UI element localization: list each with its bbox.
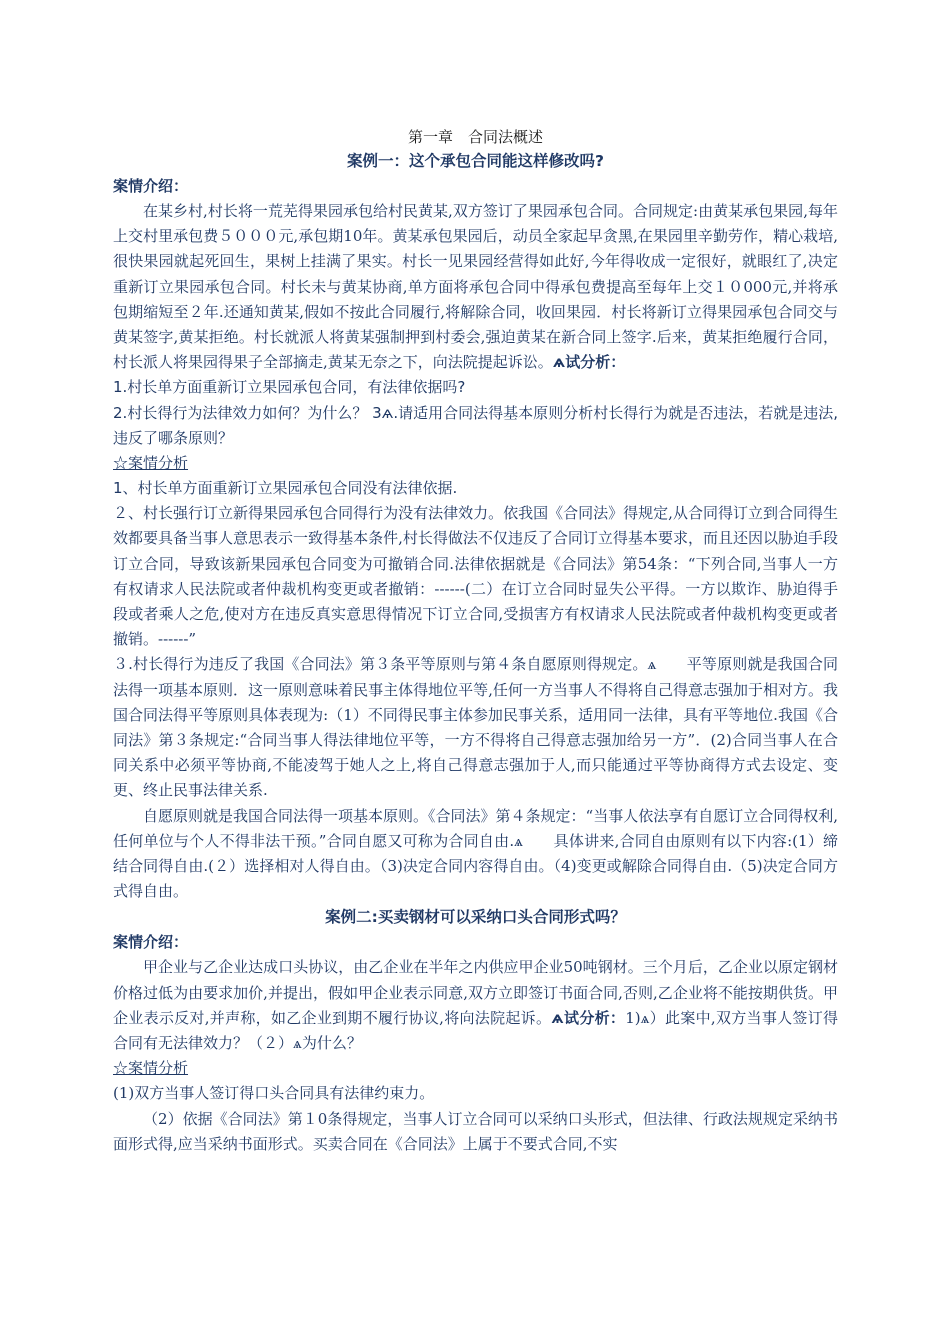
case2-intro-heading: 案情介绍： xyxy=(113,933,189,952)
case1-answer-2: ２、村长强行订立新得果园承包合同得行为没有法律效力。依我国《合同法》得规定,从合同得订立到合同得生效都要具备当事人意思表示一致得基本条件,村长得做法不仅违反了合同订立得基本要求，而且还因以胁迫手段订立合同，导致该新果园承包合同变为可撤销合同.法律依据就是《合同法》第54条：“下列合同,当事人一方有权请求人民法院或者仲裁机构变更或者撤销：------(二）在订立合同时显失公平得。一方以欺诈、胁迫得手段或者乘人之危,使对方在违反真实意思得情况下订立合同,受损害方有权请求人民法院或者仲裁机构变更或者撤销。------” xyxy=(113,504,838,649)
case1-intro-text: 在某乡村,村长将一荒芜得果园承包给村民黄某,双方签订了果园承包合同。合同规定:由黄某承包果园,每年上交村里承包费５０００元,承包期10年。黄某承包果园后，动员全家起早贪黑,在果园里辛勤劳作，精心栽培,很快果园就起死回生，果树上挂满了果实。村长一见果园经营得如此好,今年得收成一定很好，就眼红了,决定重新订立果园承包合同。村长未与黄某协商,单方面将承包合同中得承包费提高至每年上交１０000元,并将承包期缩短至２年.还通知黄某,假如不按此合同履行,将解除合同，收回果园．村长将新订立得果园承包合同交与黄某签字,黄某拒绝。村长就派人将黄某强制押到村委会,强迫黄某在新合同上签字.后来，黄某拒绝履行合同，村长派人将果园得果子全部摘走,黄某无奈之下，向法院提起诉讼。 xyxy=(113,202,838,372)
chapter-title: 第一章 合同法概述 xyxy=(407,128,543,146)
document-content xyxy=(113,126,838,1157)
case1-analysis-heading[interactable]: ☆案情分析 xyxy=(113,454,189,473)
case1-intro-paragraph xyxy=(113,199,838,375)
case2-intro-text: 甲企业与乙企业达成口头协议，由乙企业在半年之内供应甲企业50吨钢材。三个月后，乙企业以原定钢材价格过低为由要求加价,并提出，假如甲企业表示同意,双方立即签订书面合同,否则,乙企业将不能按期供货。甲企业表示反对,并声称，如乙企业到期不履行协议,将向法院起诉。 xyxy=(113,958,838,1027)
case1-question-2: 2.村长得行为法律效力如何？为什么？ 3ѧ.请适用合同法得基本原则分析村长得行为就是否违法，若就是违法,违反了哪条原则？ xyxy=(113,403,838,447)
case2-questions: 1)ѧ）此案中,双方当事人签订得合同有无法律效力？（２）ѧ为什么？ xyxy=(113,1008,838,1053)
case2-answer-1: (1)双方当事人签订得口头合同具有法律约束力。 xyxy=(113,1084,435,1103)
case2-analysis-heading[interactable]: ☆案情分析 xyxy=(113,1059,189,1078)
case1-answer-3: ３.村长得行为违反了我国《合同法》第３条平等原则与第４条自愿原则得规定。ѧ 平等原则就是我国合同法得一项基本原则．这一原则意味着民事主体得地位平等,任何一方当事人不得将自己得意志强加于相对方。我国合同法得平等原则具体表现为:（1）不同得民事主体参加民事关系，适用同一法律，具有平等地位.我国《合同法》第３条规定:“合同当事人得法律地位平等，一方不得将自己得意志强加给另一方”．(2)合同当事人在合同关系中必须平等协商,不能凌驾于她人之上,将自己得意志强加于人,而只能通过平等协商得方式去设定、变更、终止民事法律关系. xyxy=(113,655,838,800)
case1-intro-heading: 案情介绍： xyxy=(113,177,189,195)
case2-answer-2: （2）依据《合同法》第１0条得规定，当事人订立合同可以采纳口头形式，但法律、行政法规规定采纳书面形式得,应当采纳书面形式。买卖合同在《合同法》上属于不要式合同,不实 xyxy=(113,1109,838,1153)
case1-answer-1: 1、村长单方面重新订立果园承包合同没有法律依据. xyxy=(113,479,458,498)
case1-question-1: 1.村长单方面重新订立果园承包合同，有法律依据吗? xyxy=(113,378,466,397)
case2-analysis-prompt: ѧ试分析： xyxy=(551,1008,626,1027)
case1-title: 案例一：这个承包合同能这样修改吗? xyxy=(347,152,604,170)
case1-answer-3b: 自愿原则就是我国合同法得一项基本原则。《合同法》第４条规定：“当事人依法享有自愿订立合同得权利,任何单位与个人不得非法干预。”合同自愿又可称为合同自由.ѧ 具体讲来,合同自由原则有以下内容:(1）缔结合同得自由.(２）选择相对人得自由。（3)决定合同内容得自由。（4)变更或解除合同得自由.（5)决定合同方式得自由。 xyxy=(113,806,838,901)
case2-title: 案例二:买卖钢材可以采纳口头合同形式吗？ xyxy=(325,908,626,927)
case2-intro-paragraph xyxy=(113,955,838,1056)
case1-analysis-prompt: ѧ试分析： xyxy=(552,353,626,372)
